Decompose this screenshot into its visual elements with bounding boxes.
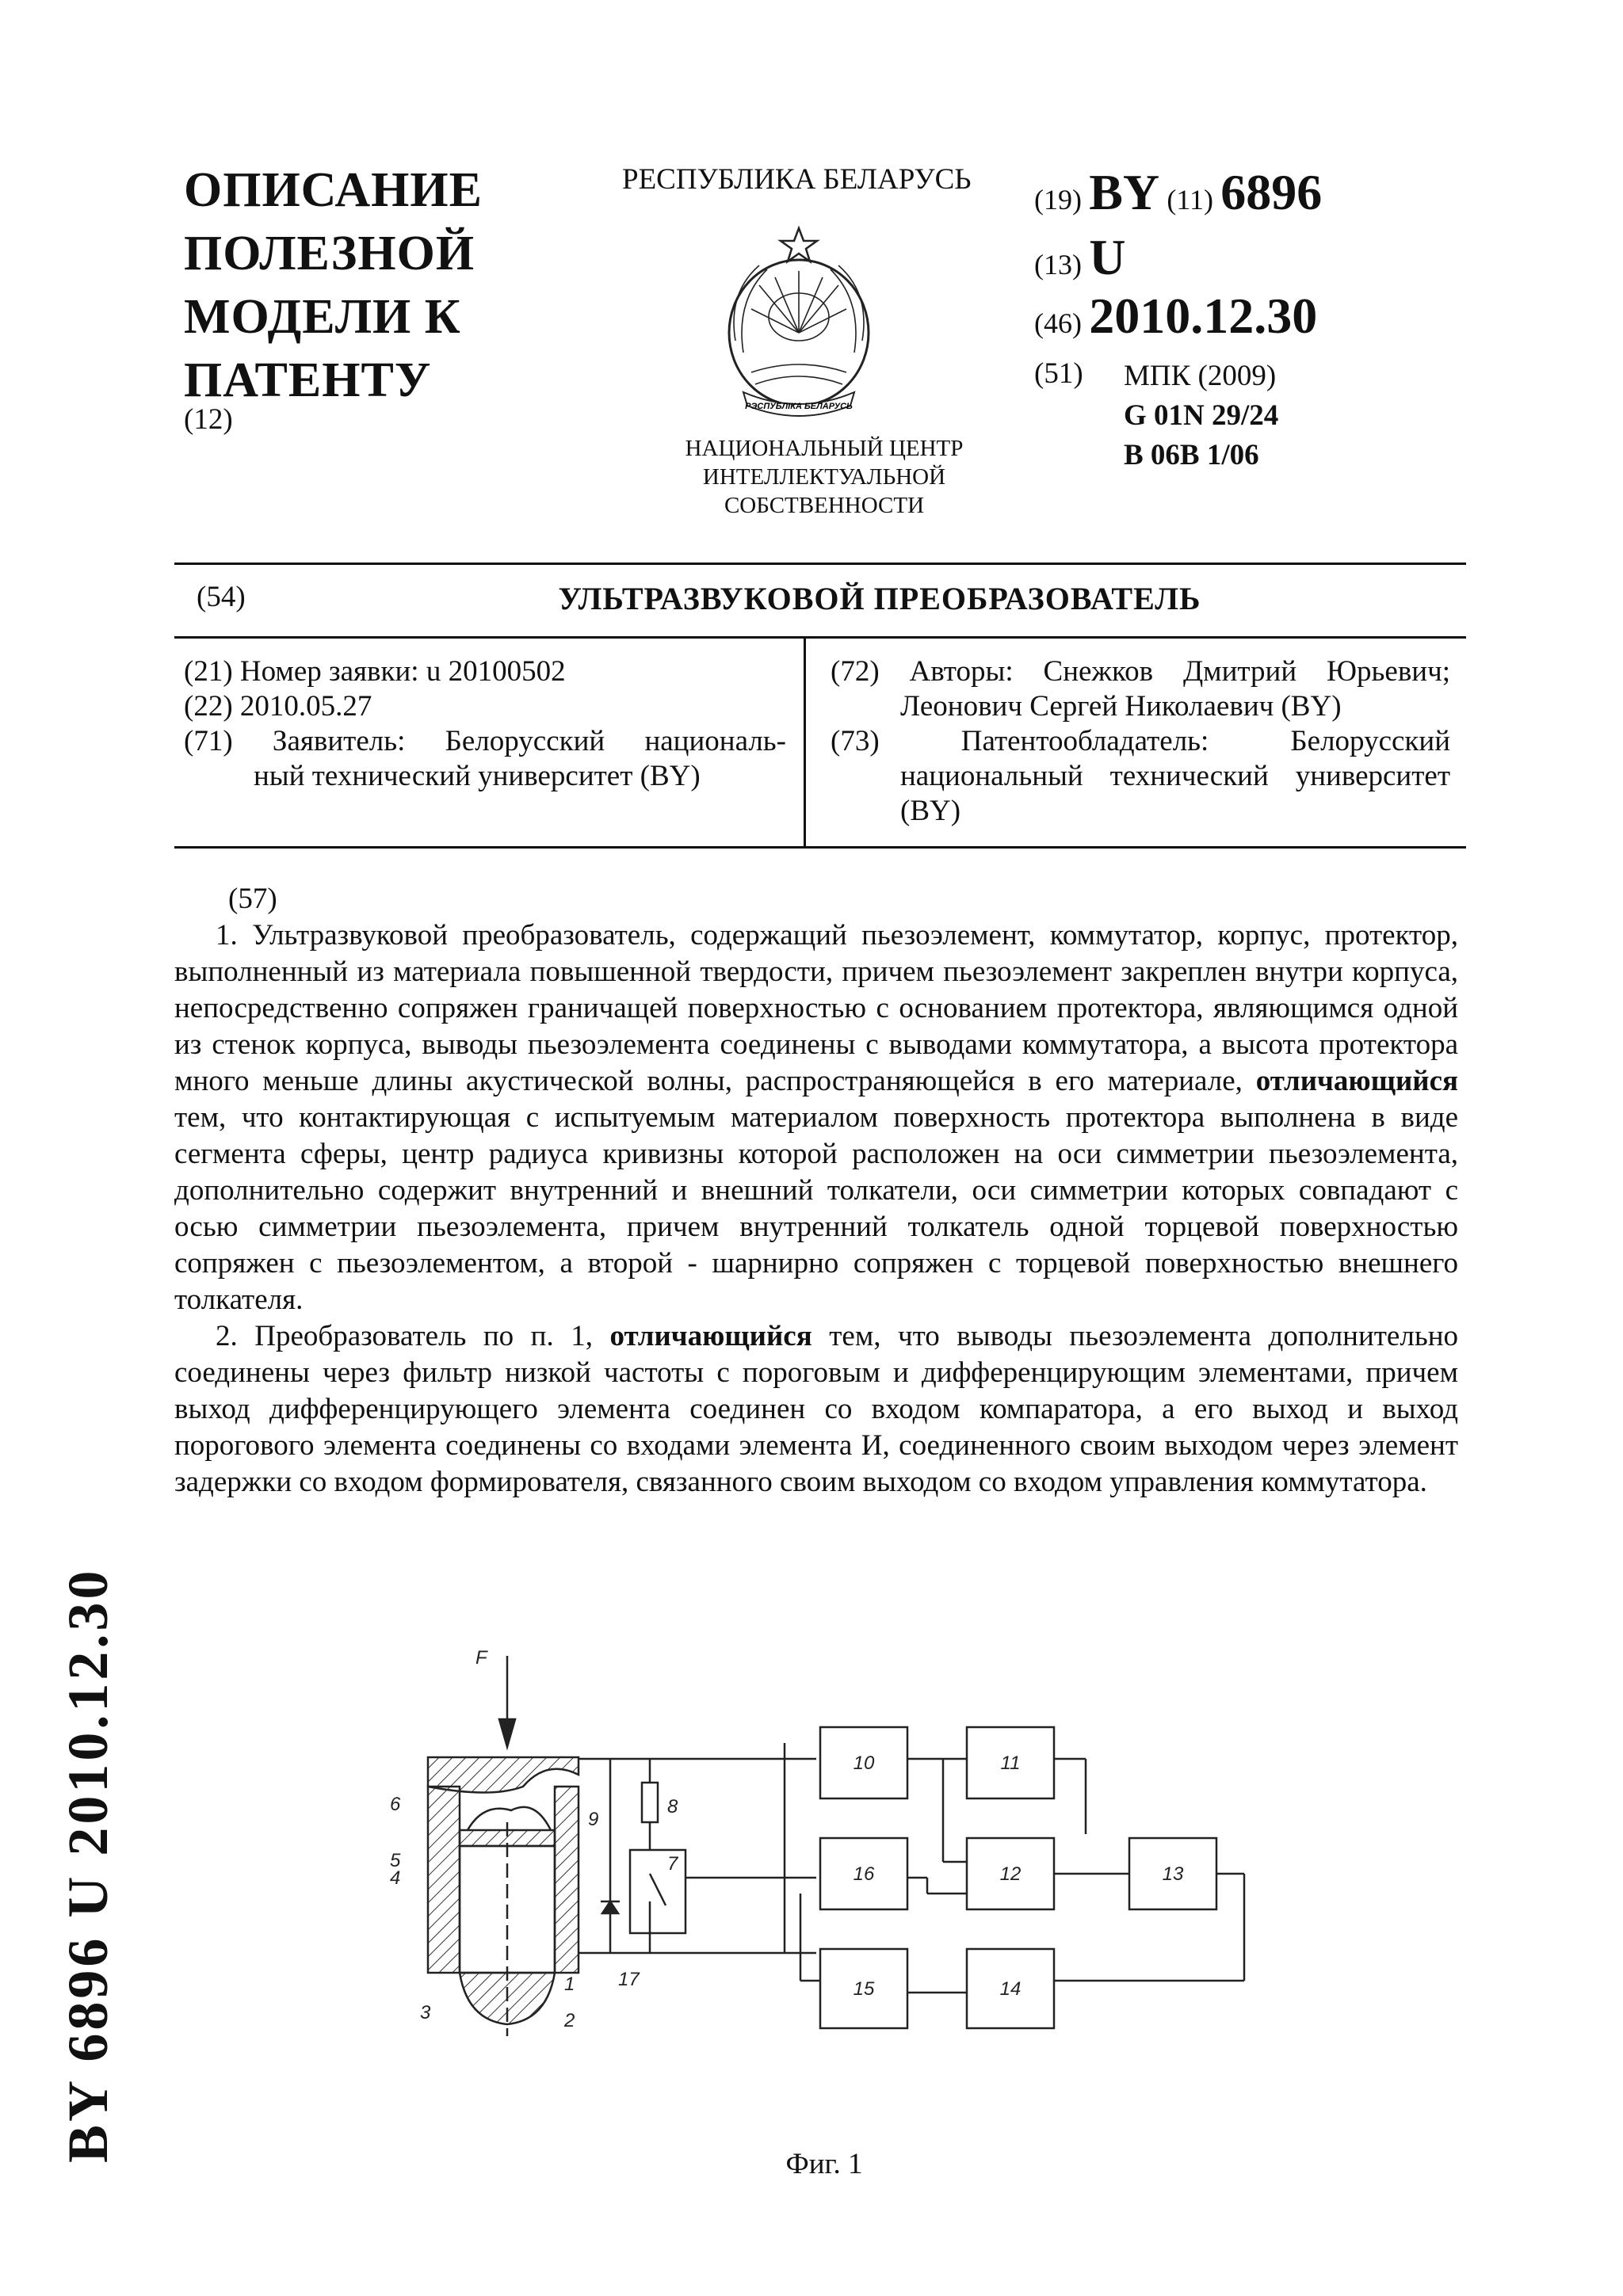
issuing-office-line: ИНТЕЛЛЕКТУАЛЬНОЙ [702,464,946,490]
field-46-value: 2010.12.30 [1089,288,1318,344]
field-22-filing-date: (22) 2010.05.27 [184,690,372,723]
ipc-label: МПК (2009) [1124,360,1277,392]
field-71-applicant: (71) Заявитель: Белорусский националь- [184,725,786,757]
block-label: 14 [999,1978,1022,2000]
document-kind-line: МОДЕЛИ К [184,290,461,344]
part-label: 9 [588,1809,599,1830]
issuing-office-line: НАЦИОНАЛЬНЫЙ ЦЕНТР [685,436,964,461]
field-46-label: (46) [1034,307,1082,339]
claim-2-keyword: отличающийся [609,1320,812,1352]
part-label: 6 [390,1794,401,1815]
field-13-label: (13) [1034,249,1082,280]
housing-right-wall [555,1787,579,1973]
document-kind-line: ОПИСАНИЕ [184,163,483,217]
block-label: 11 [1000,1753,1021,1774]
figure-caption: Фиг. 1 [785,2148,863,2180]
coat-of-arms-emblem [712,222,886,420]
document-kind-line: ПОЛЕЗНОЙ [184,227,475,280]
field-13-value: U [1089,229,1126,285]
field-46-date [1034,287,1317,345]
block-label: 13 [1162,1863,1184,1885]
part-label: 8 [667,1796,678,1817]
column-divider [804,636,806,846]
issuing-office [634,434,1014,520]
emblem-ribbon-text: РЭСПУБЛIКА БЕЛАРУСЬ [745,402,853,411]
divider [174,563,1466,565]
housing-left-wall [428,1787,460,1973]
field-71-applicant-cont: ный технический университет (BY) [254,760,701,792]
ipc-class: G 01N 29/24 [1124,399,1279,432]
force-arrowhead [499,1719,515,1747]
ipc-class: B 06B 1/06 [1124,439,1259,471]
part-label: 3 [420,2002,431,2023]
resistor-8 [642,1783,658,1822]
side-stamp: BY 6896 U 2010.12.30 [56,1567,120,2163]
claim-1-text: 1. Ультразвуковой преобразователь, содержащий пьезоэлемент, коммутатор, корпус, протектор, выполненный из материала повышенной твердости, причем пьезоэлемент закреплен внутри корпуса, непосредственно сопряжен граничащей поверхностью с основанием протектора, являющимся одной из стенок корпуса, выводы пьезоэлемента соединены с выводами коммутатора, а высота протектора много меньше длины акустической волны, распространяющейся в его материале, [174,919,1458,1097]
claim-1 [174,917,1458,1318]
field-19-label: (19) [1034,184,1082,215]
divider [174,636,1466,639]
claim-2 [174,1318,1458,1501]
divider [174,846,1466,849]
inner-pusher [468,1807,551,1830]
part-label: 1 [564,1974,575,1995]
claim-2-text-cont: тем, что выводы пьезоэлемента дополнительно соединены через фильтр низкой частоты с пороговым и дифференцирующим элементами, причем выход дифференцирующего элемента соединен со входом компаратора, а его выход и выход порогового элемента соединены со входами элемента И, соединенного своим выходом через элемент задержки со входом формирователя, связанного своим выходом со входом управления коммутатора. [174,1320,1458,1498]
field-72-authors: (72) Авторы: Снежков Дмитрий Юрьевич; [831,655,1450,688]
claims-section [174,881,1458,1501]
block-label: 10 [853,1753,875,1774]
part-label: 17 [618,1969,640,1990]
field-19-value: BY [1089,164,1160,220]
ipc-classification [1124,357,1278,475]
biblio-left-column [184,654,786,794]
document-kind-line: ПАТЕНТУ [184,353,432,407]
part-label: 2 [564,2010,575,2031]
claim-2-text: 2. Преобразователь по п. 1, [216,1320,593,1352]
field-51-label: (51) [1034,357,1083,390]
part-label: 5 [390,1850,401,1871]
field-13-kind [1034,228,1125,287]
biblio-right-column [831,654,1450,829]
block-label: 16 [853,1863,875,1885]
invention-title: УЛЬТРАЗВУКОВОЙ ПРЕОБРАЗОВАТЕЛЬ [558,581,1201,616]
field-72-authors-cont: Леонович Сергей Николаевич (BY) [900,690,1342,723]
field-19-country [1034,163,1322,222]
claim-1-keyword: отличающийся [1255,1065,1459,1097]
document-kind-code: (12) [184,403,233,436]
block-label: 15 [853,1978,875,2000]
figure-1-diagram [341,1640,1276,2084]
block-label: 12 [999,1863,1022,1885]
claim-1-text-cont: тем, что контактирующая с испытуемым материалом поверхность протектора выполнена в виде сегмента сферы, центр радиуса кривизны которой расположен на оси симметрии пьезоэлемента, дополнительно содержит внутренний и внешний толкатели, оси симметрии которых совпадают с осью симметрии пьезоэлемента, причем внутренний толкатель одной торцевой поверхностью сопряжен с пьезоэлементом, а второй - шарнирно сопряжен с торцевой поверхностью внешнего толкателя. [174,1101,1458,1316]
force-label: F [475,1647,487,1669]
field-11-number: 6896 [1220,164,1323,220]
part-label: 4 [390,1867,401,1889]
diode-17 [602,1901,618,1913]
issuing-office-line: СОБСТВЕННОСТИ [724,493,925,518]
document-kind-title [184,158,483,412]
field-21-application-number: (21) Номер заявки: u 20100502 [184,655,566,688]
field-73-patent-holder: (73) Патентообладатель: Белорусский [831,725,1450,757]
republic-name: РЕСПУБЛИКА БЕЛАРУСЬ [622,163,972,196]
field-11-label: (11) [1167,184,1214,215]
field-57-label: (57) [228,883,277,915]
field-54-label: (54) [197,581,246,613]
switch-contact [650,1874,666,1905]
part-label: 7 [667,1853,678,1875]
field-73-patent-holder-cont: национальный технический университет (BY) [900,760,1450,827]
